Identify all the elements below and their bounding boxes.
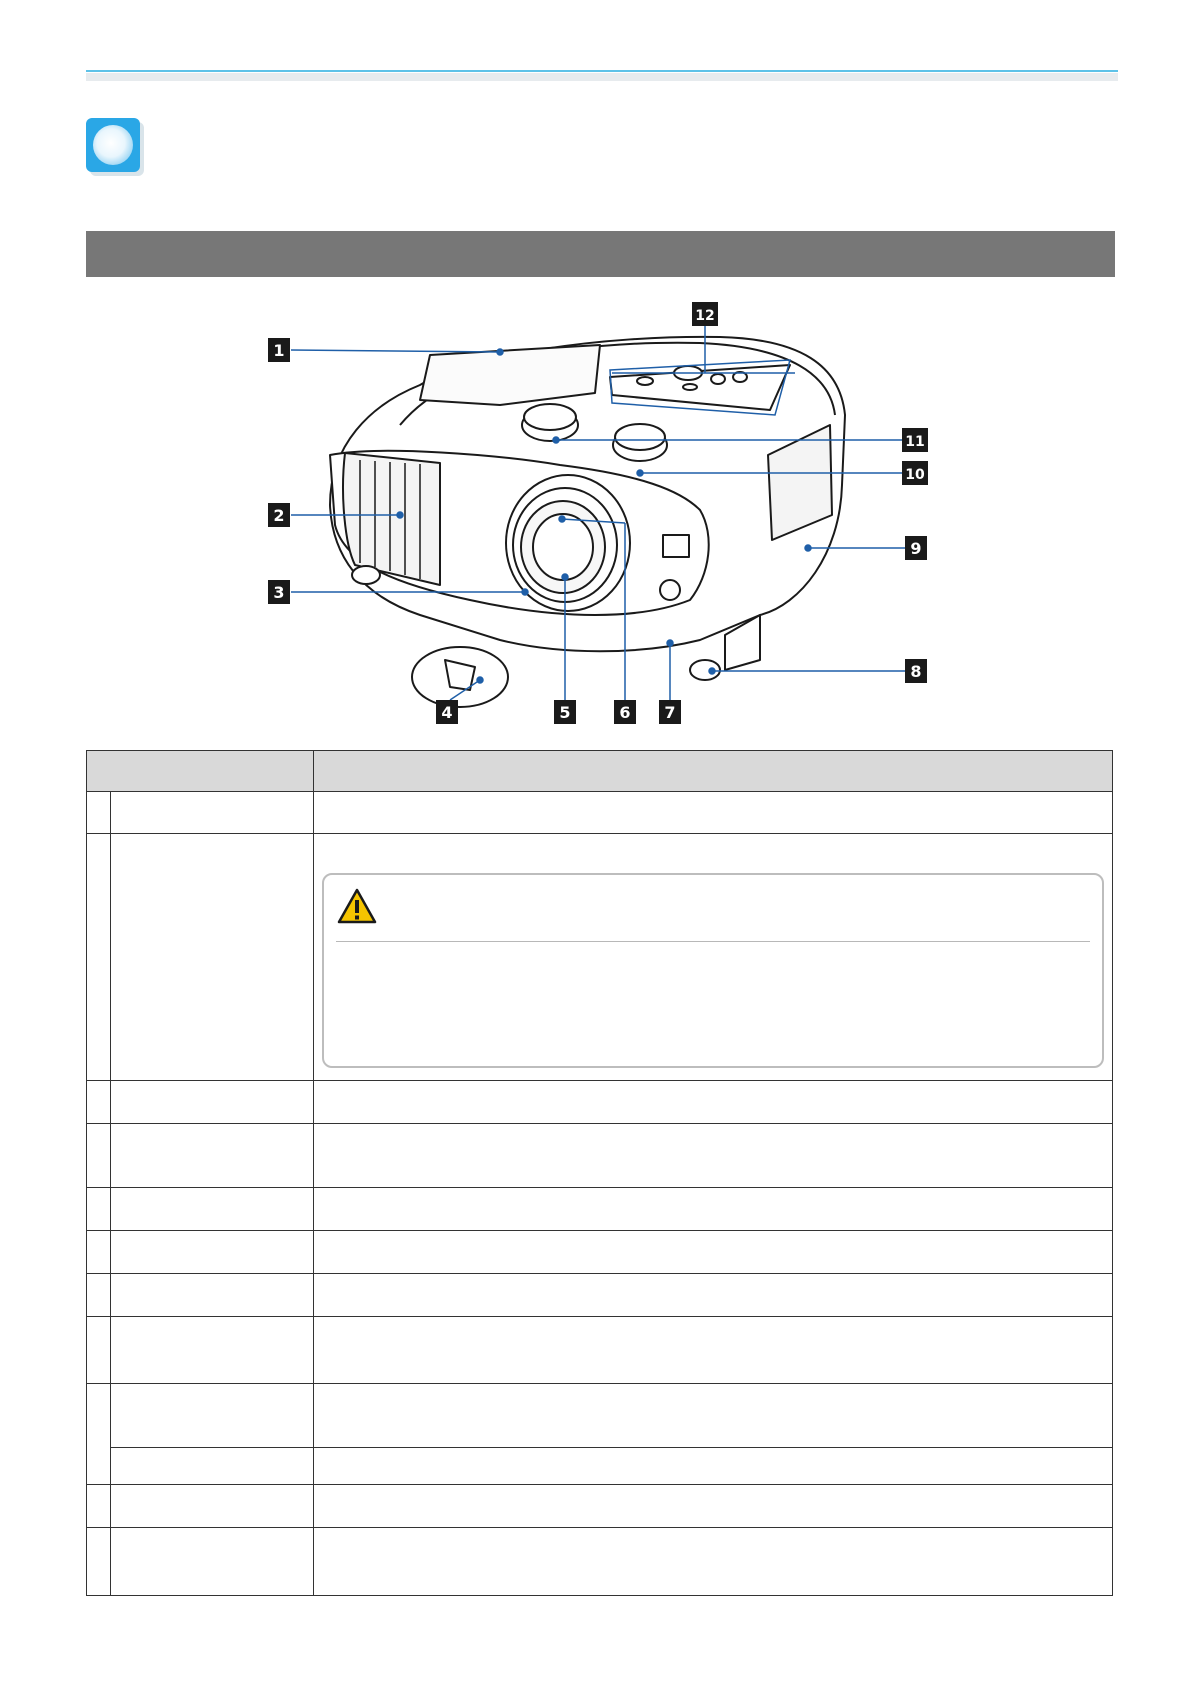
name-cell xyxy=(111,1081,314,1124)
table-row xyxy=(87,1528,1113,1596)
function-cell xyxy=(314,1231,1113,1274)
name-cell xyxy=(111,1188,314,1231)
svg-text:5: 5 xyxy=(559,703,571,722)
section-heading-bar xyxy=(86,231,1115,277)
number-cell xyxy=(87,1528,111,1596)
svg-text:7: 7 xyxy=(664,703,676,722)
projector-figure xyxy=(0,295,1190,735)
parts-table xyxy=(86,750,1113,1596)
name-cell xyxy=(111,1317,314,1384)
caution-divider xyxy=(336,941,1090,942)
number-cell xyxy=(87,1317,111,1384)
svg-text:1: 1 xyxy=(273,341,285,360)
table-row xyxy=(87,792,1113,834)
header-name-cell xyxy=(87,751,314,792)
number-cell xyxy=(87,1384,111,1485)
header-shadow-band xyxy=(86,73,1118,81)
svg-text:8: 8 xyxy=(910,662,922,681)
function-cell xyxy=(314,1448,1113,1485)
table-header-row xyxy=(87,751,1113,792)
number-cell xyxy=(87,1081,111,1124)
table-row xyxy=(87,1231,1113,1274)
svg-text:11: 11 xyxy=(905,434,925,450)
table-row xyxy=(87,1081,1113,1124)
number-cell xyxy=(87,1188,111,1231)
svg-text:12: 12 xyxy=(695,308,715,324)
name-cell xyxy=(111,1448,314,1485)
svg-text:2: 2 xyxy=(273,506,285,525)
svg-text:6: 6 xyxy=(619,703,631,722)
function-cell xyxy=(314,1384,1113,1448)
function-cell xyxy=(314,834,1113,1081)
svg-text:3: 3 xyxy=(273,583,285,602)
header-function-cell xyxy=(314,751,1113,792)
number-cell xyxy=(87,1274,111,1317)
number-cell xyxy=(87,1485,111,1528)
table-row xyxy=(87,1384,1113,1448)
table-row xyxy=(87,1274,1113,1317)
header-accent-line xyxy=(86,70,1118,72)
name-cell xyxy=(111,1124,314,1188)
caution-box xyxy=(322,873,1104,1068)
number-cell xyxy=(87,1124,111,1188)
function-cell xyxy=(314,1528,1113,1596)
number-cell xyxy=(87,792,111,834)
number-cell xyxy=(87,1231,111,1274)
warning-triangle-icon xyxy=(336,887,378,925)
function-cell xyxy=(314,1124,1113,1188)
function-cell xyxy=(314,1485,1113,1528)
svg-text:4: 4 xyxy=(441,703,453,722)
name-cell xyxy=(111,1274,314,1317)
name-cell xyxy=(111,834,314,1081)
name-cell xyxy=(111,1384,314,1448)
name-cell xyxy=(111,792,314,834)
table-row xyxy=(87,1448,1113,1485)
table-row xyxy=(87,1317,1113,1384)
table-row xyxy=(87,1124,1113,1188)
name-cell xyxy=(111,1231,314,1274)
name-cell xyxy=(111,1528,314,1596)
chapter-bullet-icon xyxy=(86,118,140,172)
function-cell xyxy=(314,1081,1113,1124)
function-cell xyxy=(314,792,1113,834)
table-row xyxy=(87,1485,1113,1528)
function-cell xyxy=(314,1317,1113,1384)
svg-text:9: 9 xyxy=(910,539,922,558)
svg-text:10: 10 xyxy=(905,467,925,483)
function-cell xyxy=(314,1188,1113,1231)
table-row xyxy=(87,834,1113,1081)
number-cell xyxy=(87,834,111,1081)
function-cell xyxy=(314,1274,1113,1317)
table-row xyxy=(87,1188,1113,1231)
name-cell xyxy=(111,1485,314,1528)
